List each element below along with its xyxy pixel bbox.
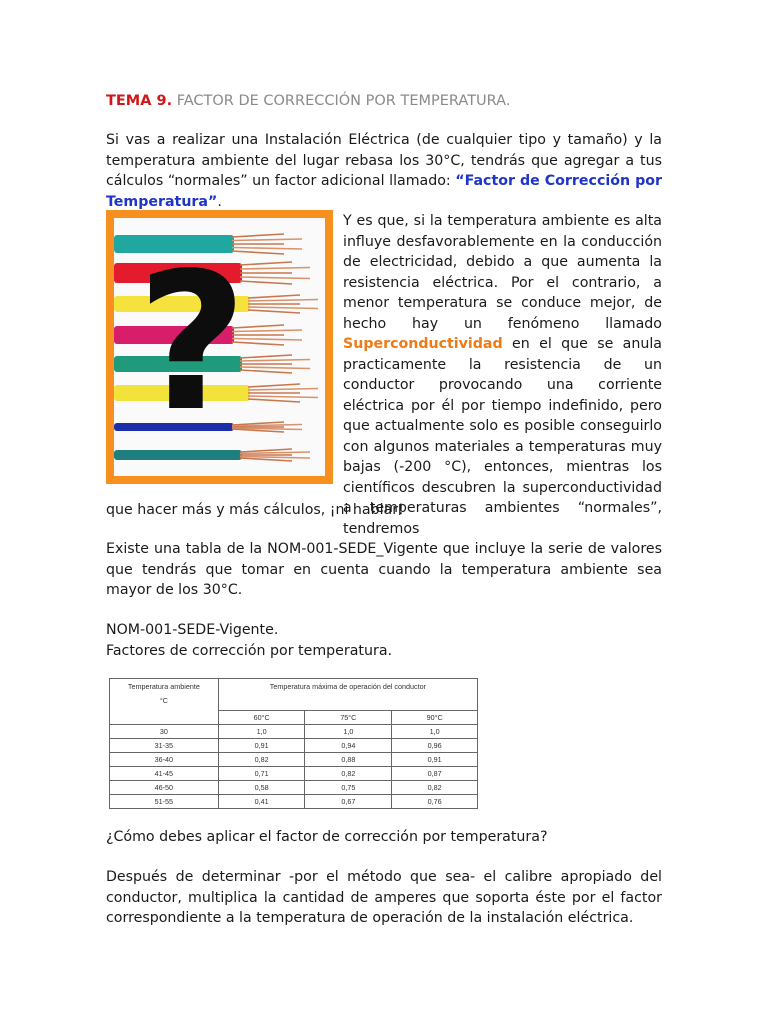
title-tema: TEMA 9.	[106, 93, 173, 109]
table-cell: 1,0	[218, 725, 305, 739]
table-cell: 0,87	[392, 767, 478, 781]
table-cell: 0,67	[305, 795, 392, 809]
table-cell: 41-45	[110, 767, 219, 781]
table-cell: 0,94	[305, 739, 392, 753]
nom-heading-line2: Factores de corrección por temperatura.	[106, 642, 393, 659]
table-row	[110, 795, 478, 809]
table-cell: 0,91	[218, 739, 305, 753]
table-col0-header	[110, 679, 219, 725]
table-cell: 36-40	[110, 753, 219, 767]
intro-highlight: “Factor de Corrección por Temperatura”	[106, 173, 662, 210]
table-cell: 0,76	[392, 795, 478, 809]
table-cell: 0,88	[305, 753, 392, 767]
table-subheader: 75°C	[305, 711, 392, 725]
table-cell: 46-50	[110, 781, 219, 795]
table-row	[110, 781, 478, 795]
table-row	[110, 725, 478, 739]
table-cell: 51-55	[110, 795, 219, 809]
table-cell: 31-35	[110, 739, 219, 753]
table-group-header: Temperatura máxima de operación del conductor	[218, 679, 477, 711]
table-cell: 0,91	[392, 753, 478, 767]
question-paragraph: ¿Cómo debes aplicar el factor de corrección por temperatura?	[106, 829, 548, 845]
intro-paragraph	[106, 130, 662, 212]
table-cell: 1,0	[305, 725, 392, 739]
table-cell: 0,75	[305, 781, 392, 795]
table-row	[110, 753, 478, 767]
table-cell: 1,0	[392, 725, 478, 739]
table-cell: 0,82	[218, 753, 305, 767]
table-subheader: 60°C	[218, 711, 305, 725]
table-cell: 0,82	[305, 767, 392, 781]
wires-figure	[106, 210, 333, 484]
nom-heading	[106, 620, 662, 661]
correction-factors-table	[109, 678, 478, 809]
title-text: FACTOR DE CORRECCIÓN POR TEMPERATURA.	[172, 93, 511, 109]
document-title	[106, 93, 510, 109]
table-cell: 0,58	[218, 781, 305, 795]
table-col0-header-line2: °C	[159, 696, 168, 705]
table-cell: 0,71	[218, 767, 305, 781]
table-cell: 30	[110, 725, 219, 739]
body-part2: en el que se anula practicamente la resistencia de un conductor provocando una corriente eléctrica por él por tiempo indefinido, pero que actualmente solo es posible conseguirlo con algunos materiales a temperaturas muy bajas (-200 °C), entonces, mientras los científicos descubren la superconductividad a temperaturas ambientes “normales”, tendremos	[343, 336, 662, 537]
answer-paragraph: Después de determinar -por el método que sea- el calibre apropiado del conductor, multiplica la cantidad de amperes que soporta éste por el factor correspondiente a la temperatura de operación de la instalación eléctrica.	[106, 869, 662, 926]
superconductividad-highlight: Superconductividad	[343, 336, 503, 352]
question-mark-glyph: ?	[136, 232, 248, 453]
intro-text: Si vas a realizar una Instalación Eléctrica (de cualquier tipo y tamaño) y la temperatura ambiente del lugar rebasa los 30°C, tendrás que agregar a tus cálculos “normales” un factor adicional llamado:	[106, 132, 662, 189]
intro-end: .	[217, 193, 222, 210]
table-cell: 0,82	[392, 781, 478, 795]
table-row	[110, 739, 478, 753]
table-cell: 0,41	[218, 795, 305, 809]
nom-paragraph: Existe una tabla de la NOM-001-SEDE_Vigente que incluye la serie de valores que tendrás que tomar en cuenta cuando la temperatura ambiente sea mayor de los 30°C.	[106, 541, 662, 598]
question-mark-wires-image	[114, 218, 325, 476]
body-part1: Y es que, si la temperatura ambiente es alta influye desfavorablemente en la conducción de electricidad, debido a que aumenta la resistencia eléctrica. Por el contrario, a menor temperatura se conduce mejor, de hecho hay un fenómeno llamado	[343, 213, 662, 332]
body-paragraph	[343, 211, 662, 539]
table-col0-header-line1: Temperatura ambiente	[127, 682, 200, 691]
nom-heading-line1: NOM-001-SEDE-Vigente.	[106, 622, 279, 638]
table-row	[110, 767, 478, 781]
body-tail: que hacer más y más cálculos, ¡ni hablar!	[106, 502, 404, 518]
table-subheader: 90°C	[392, 711, 478, 725]
table-cell: 0,96	[392, 739, 478, 753]
